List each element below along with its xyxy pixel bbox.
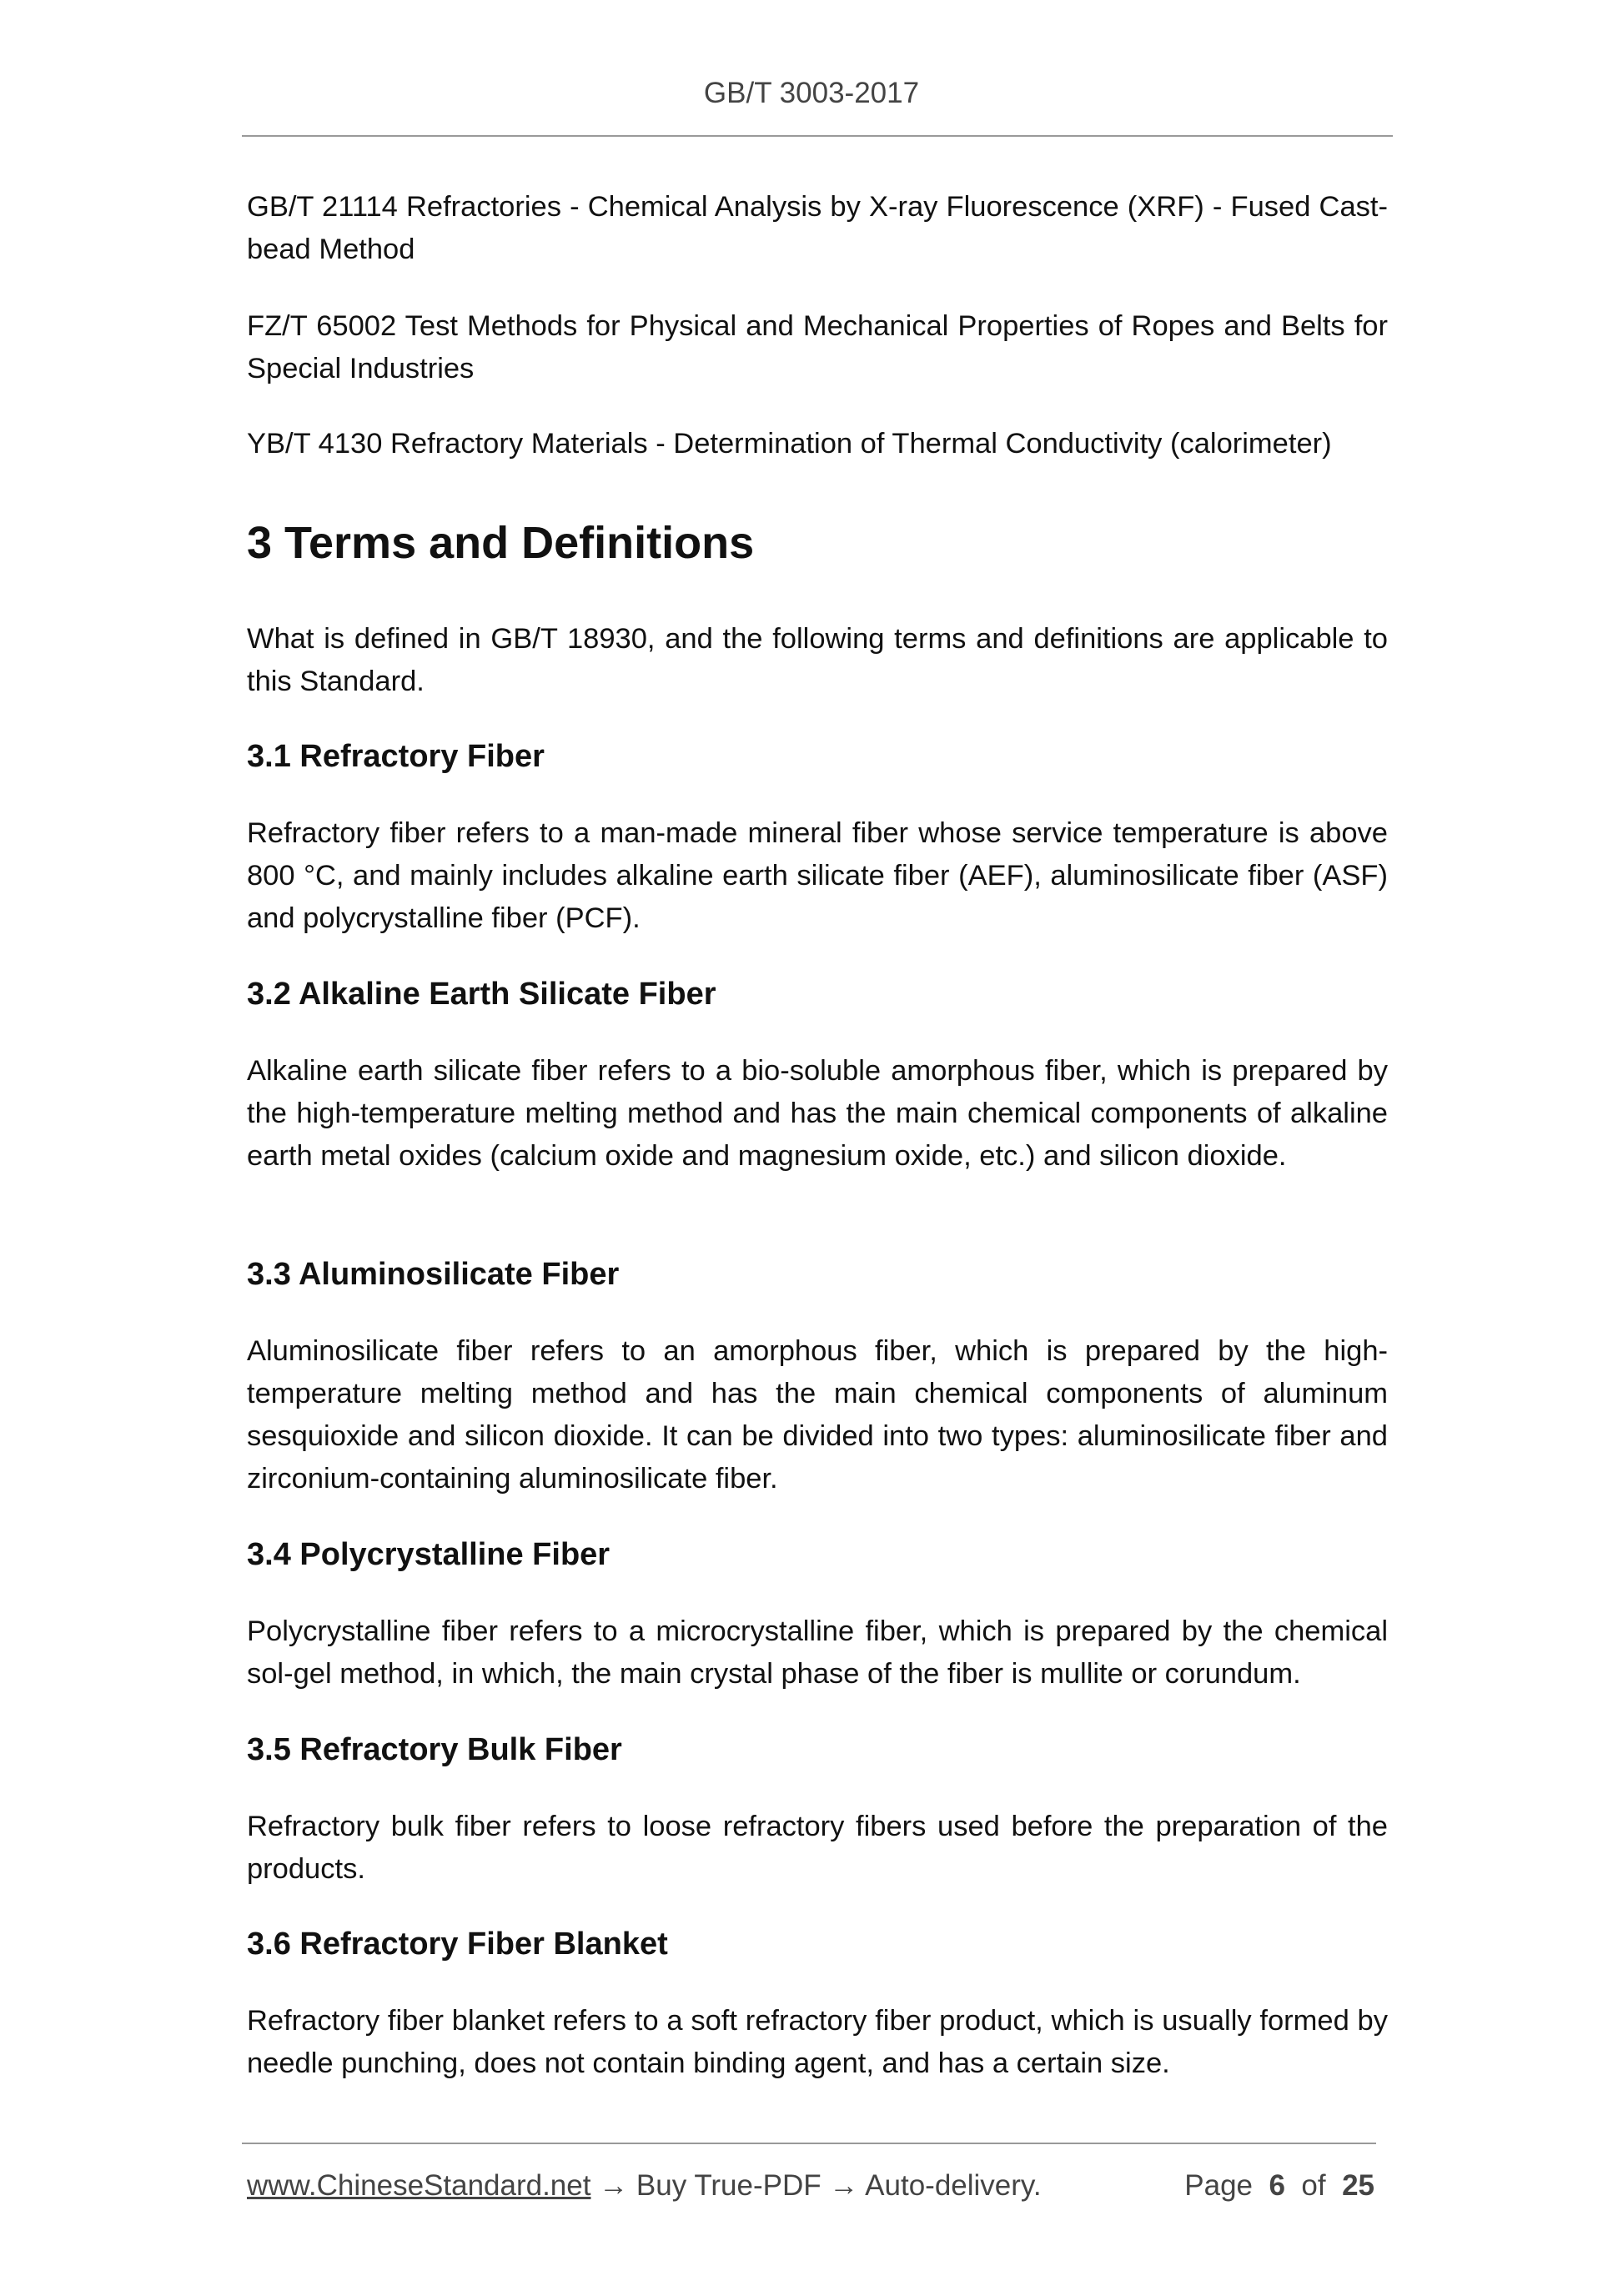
term-definition: Polycrystalline fiber refers to a microcrystalline fiber, which is prepared by the chemical sol-gel method, in which, the main crystal phase of the fiber is mullite or corundum. [247,1615,1388,1690]
running-header: GB/T 3003-2017 [703,77,920,109]
term-heading: 3.2 Alkaline Earth Silicate Fiber [247,977,716,1012]
header-divider [242,135,1393,137]
section-intro: What is defined in GB/T 18930, and the following terms and definitions are applicable to this Standard. [247,623,1388,697]
footer-divider [242,2143,1376,2144]
term-definition: Aluminosilicate fiber refers to an amorphous fiber, which is prepared by the high-temperature melting method and has the main chemical components of aluminum sesquioxide and silicon dioxide. It can be divided into two types: aluminosilicate fiber and zirconium-containing aluminosilicate fiber. [247,1335,1388,1495]
term-heading: 3.3 Aluminosilicate Fiber [247,1257,620,1292]
current-page: 6 [1269,2169,1285,2202]
reference-item: YB/T 4130 Refractory Materials - Determination of Thermal Conductivity (calorimeter) [247,428,1332,460]
of-label: of [1301,2169,1326,2202]
section-heading: 3 Terms and Definitions [247,518,755,568]
term-heading: 3.6 Refractory Fiber Blanket [247,1927,668,1962]
term-heading: 3.4 Polycrystalline Fiber [247,1537,611,1572]
term-definition: Refractory fiber refers to a man-made mineral fiber whose service temperature is above 800 °C, and mainly includes alkaline earth silicate fiber (AEF), aluminosilicate fiber (ASF) and polycrystalline fiber (PCF). [247,817,1388,934]
reference-item: GB/T 21114 Refractories - Chemical Analysis by X-ray Fluorescence (XRF) - Fused Cast-bead Method [247,191,1388,265]
page-number [1184,2165,1374,2207]
footer-tagline: → Buy True-PDF → Auto-delivery. [590,2169,1042,2202]
term-heading: 3.5 Refractory Bulk Fiber [247,1732,622,1767]
term-heading: 3.1 Refractory Fiber [247,739,545,774]
term-definition: Refractory bulk fiber refers to loose refractory fibers used before the preparation of the products. [247,1811,1388,1885]
term-definition: Alkaline earth silicate fiber refers to a bio-soluble amorphous fiber, which is prepared by the high-temperature melting method and has the main chemical components of alkaline earth metal oxides (calcium oxide and magnesium oxide, etc.) and silicon dioxide. [247,1055,1388,1172]
total-pages: 25 [1342,2169,1374,2202]
page-label: Page [1184,2169,1254,2202]
reference-item: FZ/T 65002 Test Methods for Physical and Mechanical Properties of Ropes and Belts for Special Industries [247,310,1388,384]
page-footer [247,2165,1374,2207]
website-link[interactable]: www.ChineseStandard.net [247,2169,591,2202]
term-definition: Refractory fiber blanket refers to a soft refractory fiber product, which is usually formed by needle punching, does not contain binding agent, and has a certain size. [247,2005,1388,2079]
